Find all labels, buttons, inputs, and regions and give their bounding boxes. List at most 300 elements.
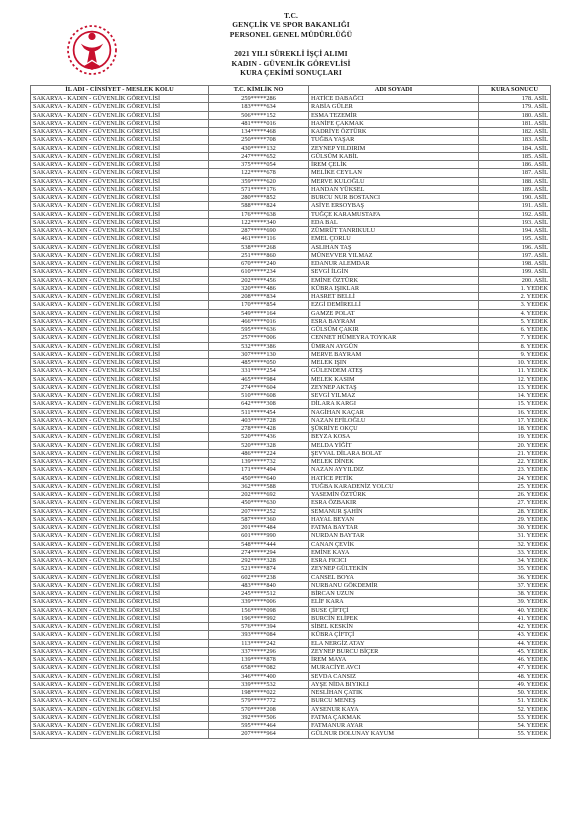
- row-name-cell: BURCU NUR BOSTANCI: [309, 194, 479, 202]
- row-result-cell: 35. YEDEK: [479, 565, 551, 573]
- row-result-cell: 1. YEDEK: [479, 284, 551, 292]
- row-name-cell: ESRA BAYRAM: [309, 317, 479, 325]
- row-tc-cell: 576*****394: [209, 623, 309, 631]
- row-result-cell: 51. YEDEK: [479, 697, 551, 705]
- row-result-cell: 189. ASİL: [479, 185, 551, 193]
- row-result-cell: 195. ASİL: [479, 235, 551, 243]
- row-name-cell: BURCİN ELİPEK: [309, 614, 479, 622]
- row-result-cell: 186. ASİL: [479, 161, 551, 169]
- row-meslek-cell: SAKARYA - KADIN - GÜVENLİK GÖREVLİSİ: [31, 713, 209, 721]
- row-tc-cell: 601*****990: [209, 532, 309, 540]
- table-row: [31, 672, 551, 680]
- row-meslek-cell: SAKARYA - KADIN - GÜVENLİK GÖREVLİSİ: [31, 697, 209, 705]
- table-row: [31, 466, 551, 474]
- row-result-cell: 33. YEDEK: [479, 548, 551, 556]
- row-tc-cell: 571*****176: [209, 185, 309, 193]
- row-tc-cell: 430*****132: [209, 144, 309, 152]
- row-name-cell: ASİYE ERSOYBAŞ: [309, 202, 479, 210]
- row-result-cell: 19. YEDEK: [479, 433, 551, 441]
- row-name-cell: HANİFE ÇAKMAK: [309, 119, 479, 127]
- table-row: [31, 590, 551, 598]
- table-row: [31, 103, 551, 111]
- row-meslek-cell: SAKARYA - KADIN - GÜVENLİK GÖREVLİSİ: [31, 433, 209, 441]
- row-name-cell: MELEK KASIM: [309, 375, 479, 383]
- row-result-cell: 41. YEDEK: [479, 614, 551, 622]
- row-result-cell: 15. YEDEK: [479, 400, 551, 408]
- header-line-ministry: GENÇLİK VE SPOR BAKANLIĞI: [232, 20, 350, 30]
- row-meslek-cell: SAKARYA - KADIN - GÜVENLİK GÖREVLİSİ: [31, 482, 209, 490]
- row-meslek-cell: SAKARYA - KADIN - GÜVENLİK GÖREVLİSİ: [31, 260, 209, 268]
- table-row: [31, 425, 551, 433]
- table-row: [31, 647, 551, 655]
- row-name-cell: GAMZE POLAT: [309, 309, 479, 317]
- table-row: [31, 111, 551, 119]
- row-name-cell: HANDAN YÜKSEL: [309, 185, 479, 193]
- row-tc-cell: 393*****084: [209, 631, 309, 639]
- table-row: [31, 623, 551, 631]
- row-result-cell: 3. YEDEK: [479, 301, 551, 309]
- row-meslek-cell: SAKARYA - KADIN - GÜVENLİK GÖREVLİSİ: [31, 416, 209, 424]
- row-result-cell: 23. YEDEK: [479, 466, 551, 474]
- row-meslek-cell: SAKARYA - KADIN - GÜVENLİK GÖREVLİSİ: [31, 185, 209, 193]
- header-line-position: KADIN - GÜVENLİK GÖREVLİSİ: [231, 58, 351, 68]
- table-row: [31, 251, 551, 259]
- row-tc-cell: 511*****454: [209, 408, 309, 416]
- row-result-cell: 199. ASİL: [479, 268, 551, 276]
- row-tc-cell: 207*****252: [209, 507, 309, 515]
- header-line-tc: T.C.: [283, 11, 298, 20]
- table-row: [31, 548, 551, 556]
- table-row: [31, 243, 551, 251]
- table-row: [31, 152, 551, 160]
- row-meslek-cell: SAKARYA - KADIN - GÜVENLİK GÖREVLİSİ: [31, 227, 209, 235]
- row-name-cell: CANSEL BOYA: [309, 573, 479, 581]
- row-meslek-cell: SAKARYA - KADIN - GÜVENLİK GÖREVLİSİ: [31, 243, 209, 251]
- row-name-cell: EDANUR ALEMDAR: [309, 260, 479, 268]
- row-result-cell: 188. ASİL: [479, 177, 551, 185]
- row-meslek-cell: SAKARYA - KADIN - GÜVENLİK GÖREVLİSİ: [31, 342, 209, 350]
- row-tc-cell: 278*****428: [209, 425, 309, 433]
- row-meslek-cell: SAKARYA - KADIN - GÜVENLİK GÖREVLİSİ: [31, 268, 209, 276]
- row-tc-cell: 274*****604: [209, 383, 309, 391]
- row-name-cell: ESMA TEZEMİR: [309, 111, 479, 119]
- table-row: [31, 400, 551, 408]
- row-result-cell: 32. YEDEK: [479, 540, 551, 548]
- row-tc-cell: 274*****294: [209, 548, 309, 556]
- row-tc-cell: 588*****824: [209, 202, 309, 210]
- row-tc-cell: 251*****860: [209, 251, 309, 259]
- row-meslek-cell: SAKARYA - KADIN - GÜVENLİK GÖREVLİSİ: [31, 680, 209, 688]
- row-tc-cell: 202*****692: [209, 491, 309, 499]
- row-meslek-cell: SAKARYA - KADIN - GÜVENLİK GÖREVLİSİ: [31, 119, 209, 127]
- table-row: [31, 334, 551, 342]
- row-meslek-cell: SAKARYA - KADIN - GÜVENLİK GÖREVLİSİ: [31, 128, 209, 136]
- row-name-cell: ÜMRAN AYGÜN: [309, 342, 479, 350]
- row-tc-cell: 134*****468: [209, 128, 309, 136]
- row-name-cell: EMİNE ÖZTÜRK: [309, 276, 479, 284]
- row-name-cell: ZEYNEP AKTAŞ: [309, 383, 479, 391]
- row-meslek-cell: SAKARYA - KADIN - GÜVENLİK GÖREVLİSİ: [31, 590, 209, 598]
- row-name-cell: NURDAN BAYTAR: [309, 532, 479, 540]
- row-meslek-cell: SAKARYA - KADIN - GÜVENLİK GÖREVLİSİ: [31, 449, 209, 457]
- row-tc-cell: 450*****640: [209, 474, 309, 482]
- table-row: [31, 449, 551, 457]
- table-row: [31, 507, 551, 515]
- row-name-cell: ASLIHAN TAŞ: [309, 243, 479, 251]
- row-tc-cell: 538*****268: [209, 243, 309, 251]
- row-name-cell: SİBEL KESKİN: [309, 623, 479, 631]
- table-row: [31, 565, 551, 573]
- row-name-cell: SEVDA CANSIZ: [309, 672, 479, 680]
- row-name-cell: ZEYNEP GÜLTEKİN: [309, 565, 479, 573]
- row-tc-cell: 450*****630: [209, 499, 309, 507]
- row-tc-cell: 642*****308: [209, 400, 309, 408]
- row-name-cell: CANAN ÇEVİK: [309, 540, 479, 548]
- row-name-cell: SEMANUR ŞAHİN: [309, 507, 479, 515]
- row-result-cell: 45. YEDEK: [479, 647, 551, 655]
- table-row: [31, 326, 551, 334]
- row-meslek-cell: SAKARYA - KADIN - GÜVENLİK GÖREVLİSİ: [31, 284, 209, 292]
- row-result-cell: 39. YEDEK: [479, 598, 551, 606]
- header-line-directorate: PERSONEL GENEL MÜDÜRLÜĞÜ: [229, 29, 353, 39]
- row-name-cell: FATMA ÇAKMAK: [309, 713, 479, 721]
- row-name-cell: GÜLSÜM ÇAKIR: [309, 326, 479, 334]
- row-tc-cell: 122*****340: [209, 218, 309, 226]
- row-tc-cell: 486*****224: [209, 449, 309, 457]
- row-result-cell: 184. ASİL: [479, 144, 551, 152]
- table-row: [31, 557, 551, 565]
- row-name-cell: GÜLENDEM ATEŞ: [309, 367, 479, 375]
- row-tc-cell: 362*****588: [209, 482, 309, 490]
- row-tc-cell: 320*****486: [209, 284, 309, 292]
- row-result-cell: 46. YEDEK: [479, 656, 551, 664]
- row-meslek-cell: SAKARYA - KADIN - GÜVENLİK GÖREVLİSİ: [31, 565, 209, 573]
- table-row: [31, 342, 551, 350]
- row-meslek-cell: SAKARYA - KADIN - GÜVENLİK GÖREVLİSİ: [31, 144, 209, 152]
- header-line-results: KURA ÇEKİMİ SONUÇLARI: [240, 68, 342, 78]
- table-row: [31, 317, 551, 325]
- table-row: [31, 144, 551, 152]
- row-tc-cell: 595*****636: [209, 326, 309, 334]
- row-result-cell: 8. YEDEK: [479, 342, 551, 350]
- table-row: [31, 235, 551, 243]
- row-tc-cell: 139*****878: [209, 656, 309, 664]
- row-tc-cell: 465*****984: [209, 375, 309, 383]
- row-tc-cell: 506*****152: [209, 111, 309, 119]
- row-result-cell: 43. YEDEK: [479, 631, 551, 639]
- row-meslek-cell: SAKARYA - KADIN - GÜVENLİK GÖREVLİSİ: [31, 524, 209, 532]
- row-tc-cell: 113*****242: [209, 639, 309, 647]
- table-row: [31, 581, 551, 589]
- row-name-cell: NAZAN EFİLOĞLU: [309, 416, 479, 424]
- table-row: [31, 598, 551, 606]
- row-meslek-cell: SAKARYA - KADIN - GÜVENLİK GÖREVLİSİ: [31, 317, 209, 325]
- table-row: [31, 276, 551, 284]
- row-meslek-cell: SAKARYA - KADIN - GÜVENLİK GÖREVLİSİ: [31, 326, 209, 334]
- row-result-cell: 18. YEDEK: [479, 425, 551, 433]
- table-row: [31, 161, 551, 169]
- table-row: [31, 491, 551, 499]
- row-name-cell: YASEMİN ÖZTÜRK: [309, 491, 479, 499]
- row-name-cell: KÜBRA ÇİFTÇİ: [309, 631, 479, 639]
- table-row: [31, 309, 551, 317]
- row-meslek-cell: SAKARYA - KADIN - GÜVENLİK GÖREVLİSİ: [31, 334, 209, 342]
- row-result-cell: 9. YEDEK: [479, 350, 551, 358]
- row-name-cell: ZÜMRÜT TANRIKULU: [309, 227, 479, 235]
- row-result-cell: 191. ASİL: [479, 202, 551, 210]
- table-row: [31, 169, 551, 177]
- row-name-cell: NURBANU GÖKDEMİR: [309, 581, 479, 589]
- row-tc-cell: 510*****608: [209, 392, 309, 400]
- row-tc-cell: 461*****116: [209, 235, 309, 243]
- row-tc-cell: 208*****834: [209, 293, 309, 301]
- row-tc-cell: 156*****098: [209, 606, 309, 614]
- row-result-cell: 6. YEDEK: [479, 326, 551, 334]
- row-tc-cell: 579*****772: [209, 697, 309, 705]
- row-meslek-cell: SAKARYA - KADIN - GÜVENLİK GÖREVLİSİ: [31, 730, 209, 738]
- row-meslek-cell: SAKARYA - KADIN - GÜVENLİK GÖREVLİSİ: [31, 293, 209, 301]
- table-row: [31, 730, 551, 738]
- row-result-cell: 26. YEDEK: [479, 491, 551, 499]
- row-meslek-cell: SAKARYA - KADIN - GÜVENLİK GÖREVLİSİ: [31, 95, 209, 103]
- table-row: [31, 293, 551, 301]
- row-name-cell: RABİA GÜLER: [309, 103, 479, 111]
- row-name-cell: SEVGİ YILMAZ: [309, 392, 479, 400]
- row-meslek-cell: SAKARYA - KADIN - GÜVENLİK GÖREVLİSİ: [31, 408, 209, 416]
- row-result-cell: 193. ASİL: [479, 218, 551, 226]
- row-result-cell: 182. ASİL: [479, 128, 551, 136]
- table-row: [31, 532, 551, 540]
- row-result-cell: 178. ASİL: [479, 95, 551, 103]
- row-tc-cell: 587*****360: [209, 515, 309, 523]
- row-result-cell: 52. YEDEK: [479, 705, 551, 713]
- row-meslek-cell: SAKARYA - KADIN - GÜVENLİK GÖREVLİSİ: [31, 111, 209, 119]
- column-header-ad: ADI SOYADI: [309, 86, 479, 95]
- table-header-row: [31, 86, 551, 95]
- row-name-cell: FATMANUR AYAR: [309, 722, 479, 730]
- row-tc-cell: 520*****328: [209, 441, 309, 449]
- row-result-cell: 11. YEDEK: [479, 367, 551, 375]
- row-meslek-cell: SAKARYA - KADIN - GÜVENLİK GÖREVLİSİ: [31, 359, 209, 367]
- row-result-cell: 21. YEDEK: [479, 449, 551, 457]
- row-meslek-cell: SAKARYA - KADIN - GÜVENLİK GÖREVLİSİ: [31, 235, 209, 243]
- row-name-cell: EMİNE KAYA: [309, 548, 479, 556]
- row-meslek-cell: SAKARYA - KADIN - GÜVENLİK GÖREVLİSİ: [31, 210, 209, 218]
- row-tc-cell: 250*****708: [209, 136, 309, 144]
- table-row: [31, 433, 551, 441]
- row-meslek-cell: SAKARYA - KADIN - GÜVENLİK GÖREVLİSİ: [31, 705, 209, 713]
- row-tc-cell: 247*****652: [209, 152, 309, 160]
- row-meslek-cell: SAKARYA - KADIN - GÜVENLİK GÖREVLİSİ: [31, 375, 209, 383]
- row-name-cell: MELEK DİNEK: [309, 458, 479, 466]
- row-tc-cell: 196*****992: [209, 614, 309, 622]
- row-result-cell: 47. YEDEK: [479, 664, 551, 672]
- row-result-cell: 16. YEDEK: [479, 408, 551, 416]
- row-name-cell: ELA NERGİZ ATAY: [309, 639, 479, 647]
- row-name-cell: BİRCAN UZUN: [309, 590, 479, 598]
- row-meslek-cell: SAKARYA - KADIN - GÜVENLİK GÖREVLİSİ: [31, 499, 209, 507]
- row-tc-cell: 139*****732: [209, 458, 309, 466]
- row-meslek-cell: SAKARYA - KADIN - GÜVENLİK GÖREVLİSİ: [31, 548, 209, 556]
- row-meslek-cell: SAKARYA - KADIN - GÜVENLİK GÖREVLİSİ: [31, 136, 209, 144]
- table-row: [31, 227, 551, 235]
- row-tc-cell: 176*****638: [209, 210, 309, 218]
- row-meslek-cell: SAKARYA - KADIN - GÜVENLİK GÖREVLİSİ: [31, 169, 209, 177]
- row-name-cell: KADRİYE ÖZTÜRK: [309, 128, 479, 136]
- row-result-cell: 30. YEDEK: [479, 524, 551, 532]
- row-name-cell: EMEL ÇORLU: [309, 235, 479, 243]
- table-row: [31, 136, 551, 144]
- row-tc-cell: 259*****286: [209, 95, 309, 103]
- table-row: [31, 722, 551, 730]
- row-meslek-cell: SAKARYA - KADIN - GÜVENLİK GÖREVLİSİ: [31, 152, 209, 160]
- row-meslek-cell: SAKARYA - KADIN - GÜVENLİK GÖREVLİSİ: [31, 532, 209, 540]
- row-tc-cell: 307*****130: [209, 350, 309, 358]
- row-name-cell: MELDA YİĞİT: [309, 441, 479, 449]
- row-name-cell: İREM ÇELİK: [309, 161, 479, 169]
- row-name-cell: ELİF KARA: [309, 598, 479, 606]
- row-result-cell: 48. YEDEK: [479, 672, 551, 680]
- row-name-cell: ESRA ÖZBAKIR: [309, 499, 479, 507]
- row-name-cell: CENNET HÜMEYRA TOYKAR: [309, 334, 479, 342]
- row-meslek-cell: SAKARYA - KADIN - GÜVENLİK GÖREVLİSİ: [31, 218, 209, 226]
- row-result-cell: 17. YEDEK: [479, 416, 551, 424]
- table-row: [31, 392, 551, 400]
- row-result-cell: 2. YEDEK: [479, 293, 551, 301]
- row-name-cell: FATMA BAYTAR: [309, 524, 479, 532]
- row-tc-cell: 483*****840: [209, 581, 309, 589]
- row-result-cell: 181. ASİL: [479, 119, 551, 127]
- row-result-cell: 38. YEDEK: [479, 590, 551, 598]
- row-meslek-cell: SAKARYA - KADIN - GÜVENLİK GÖREVLİSİ: [31, 177, 209, 185]
- row-meslek-cell: SAKARYA - KADIN - GÜVENLİK GÖREVLİSİ: [31, 664, 209, 672]
- row-name-cell: EDA BAL: [309, 218, 479, 226]
- table-row: [31, 573, 551, 581]
- row-meslek-cell: SAKARYA - KADIN - GÜVENLİK GÖREVLİSİ: [31, 309, 209, 317]
- table-row: [31, 185, 551, 193]
- row-name-cell: AYŞE NİDA BIYIKLI: [309, 680, 479, 688]
- row-result-cell: 187. ASİL: [479, 169, 551, 177]
- row-name-cell: MERVE KULOĞLU: [309, 177, 479, 185]
- table-row: [31, 664, 551, 672]
- table-row: [31, 689, 551, 697]
- row-tc-cell: 170*****854: [209, 301, 309, 309]
- row-meslek-cell: SAKARYA - KADIN - GÜVENLİK GÖREVLİSİ: [31, 458, 209, 466]
- column-header-tc: T.C. KİMLİK NO: [209, 86, 309, 95]
- row-meslek-cell: SAKARYA - KADIN - GÜVENLİK GÖREVLİSİ: [31, 194, 209, 202]
- row-name-cell: EZGİ DEMİRELLİ: [309, 301, 479, 309]
- row-name-cell: BURCU MENEŞ: [309, 697, 479, 705]
- row-tc-cell: 257*****006: [209, 334, 309, 342]
- row-result-cell: 24. YEDEK: [479, 474, 551, 482]
- row-name-cell: TUĞBA KARADENİZ YOLCU: [309, 482, 479, 490]
- row-meslek-cell: SAKARYA - KADIN - GÜVENLİK GÖREVLİSİ: [31, 276, 209, 284]
- row-result-cell: 196. ASİL: [479, 243, 551, 251]
- row-meslek-cell: SAKARYA - KADIN - GÜVENLİK GÖREVLİSİ: [31, 466, 209, 474]
- table-row: [31, 540, 551, 548]
- row-tc-cell: 280*****852: [209, 194, 309, 202]
- document-header: [0, 11, 582, 77]
- row-name-cell: KÜBRA IŞIKLAR: [309, 284, 479, 292]
- table-row: [31, 524, 551, 532]
- row-meslek-cell: SAKARYA - KADIN - GÜVENLİK GÖREVLİSİ: [31, 161, 209, 169]
- table-row: [31, 499, 551, 507]
- table-row: [31, 218, 551, 226]
- row-tc-cell: 346*****400: [209, 672, 309, 680]
- row-name-cell: MELİKE CEYLAN: [309, 169, 479, 177]
- row-name-cell: MELEK IŞIN: [309, 359, 479, 367]
- row-tc-cell: 339*****532: [209, 680, 309, 688]
- row-result-cell: 20. YEDEK: [479, 441, 551, 449]
- row-name-cell: MERVE BAYRAM: [309, 350, 479, 358]
- row-meslek-cell: SAKARYA - KADIN - GÜVENLİK GÖREVLİSİ: [31, 515, 209, 523]
- table-row: [31, 367, 551, 375]
- row-tc-cell: 610*****234: [209, 268, 309, 276]
- row-name-cell: HASRET BELLİ: [309, 293, 479, 301]
- row-tc-cell: 549*****164: [209, 309, 309, 317]
- table-row: [31, 705, 551, 713]
- row-name-cell: GÜLSÜM KABİL: [309, 152, 479, 160]
- table-body: [31, 95, 551, 739]
- row-name-cell: BUSE ÇİFTÇİ: [309, 606, 479, 614]
- row-meslek-cell: SAKARYA - KADIN - GÜVENLİK GÖREVLİSİ: [31, 606, 209, 614]
- row-tc-cell: 202*****456: [209, 276, 309, 284]
- row-result-cell: 54. YEDEK: [479, 722, 551, 730]
- row-name-cell: AYSENUR KAYA: [309, 705, 479, 713]
- row-meslek-cell: SAKARYA - KADIN - GÜVENLİK GÖREVLİSİ: [31, 581, 209, 589]
- row-meslek-cell: SAKARYA - KADIN - GÜVENLİK GÖREVLİSİ: [31, 350, 209, 358]
- row-tc-cell: 670*****240: [209, 260, 309, 268]
- row-tc-cell: 171*****494: [209, 466, 309, 474]
- row-tc-cell: 359*****620: [209, 177, 309, 185]
- table-row: [31, 408, 551, 416]
- row-tc-cell: 595*****464: [209, 722, 309, 730]
- row-meslek-cell: SAKARYA - KADIN - GÜVENLİK GÖREVLİSİ: [31, 425, 209, 433]
- table-row: [31, 482, 551, 490]
- row-tc-cell: 602*****238: [209, 573, 309, 581]
- table-row: [31, 194, 551, 202]
- table-row: [31, 515, 551, 523]
- row-result-cell: 10. YEDEK: [479, 359, 551, 367]
- row-name-cell: TUĞÇE KARAMUSTAFA: [309, 210, 479, 218]
- table-row: [31, 119, 551, 127]
- row-meslek-cell: SAKARYA - KADIN - GÜVENLİK GÖREVLİSİ: [31, 557, 209, 565]
- row-result-cell: 197. ASİL: [479, 251, 551, 259]
- row-meslek-cell: SAKARYA - KADIN - GÜVENLİK GÖREVLİSİ: [31, 647, 209, 655]
- table-row: [31, 375, 551, 383]
- row-result-cell: 40. YEDEK: [479, 606, 551, 614]
- row-result-cell: 7. YEDEK: [479, 334, 551, 342]
- row-result-cell: 13. YEDEK: [479, 383, 551, 391]
- row-meslek-cell: SAKARYA - KADIN - GÜVENLİK GÖREVLİSİ: [31, 400, 209, 408]
- row-result-cell: 27. YEDEK: [479, 499, 551, 507]
- row-name-cell: NAGİHAN KAÇAR: [309, 408, 479, 416]
- row-result-cell: 49. YEDEK: [479, 680, 551, 688]
- row-meslek-cell: SAKARYA - KADIN - GÜVENLİK GÖREVLİSİ: [31, 689, 209, 697]
- row-name-cell: SEVGİ İLGİN: [309, 268, 479, 276]
- row-meslek-cell: SAKARYA - KADIN - GÜVENLİK GÖREVLİSİ: [31, 202, 209, 210]
- row-meslek-cell: SAKARYA - KADIN - GÜVENLİK GÖREVLİSİ: [31, 383, 209, 391]
- row-meslek-cell: SAKARYA - KADIN - GÜVENLİK GÖREVLİSİ: [31, 623, 209, 631]
- row-tc-cell: 287*****690: [209, 227, 309, 235]
- row-meslek-cell: SAKARYA - KADIN - GÜVENLİK GÖREVLİSİ: [31, 251, 209, 259]
- row-meslek-cell: SAKARYA - KADIN - GÜVENLİK GÖREVLİSİ: [31, 367, 209, 375]
- row-meslek-cell: SAKARYA - KADIN - GÜVENLİK GÖREVLİSİ: [31, 507, 209, 515]
- row-tc-cell: 520*****436: [209, 433, 309, 441]
- table-row: [31, 210, 551, 218]
- row-result-cell: 37. YEDEK: [479, 581, 551, 589]
- table-row: [31, 441, 551, 449]
